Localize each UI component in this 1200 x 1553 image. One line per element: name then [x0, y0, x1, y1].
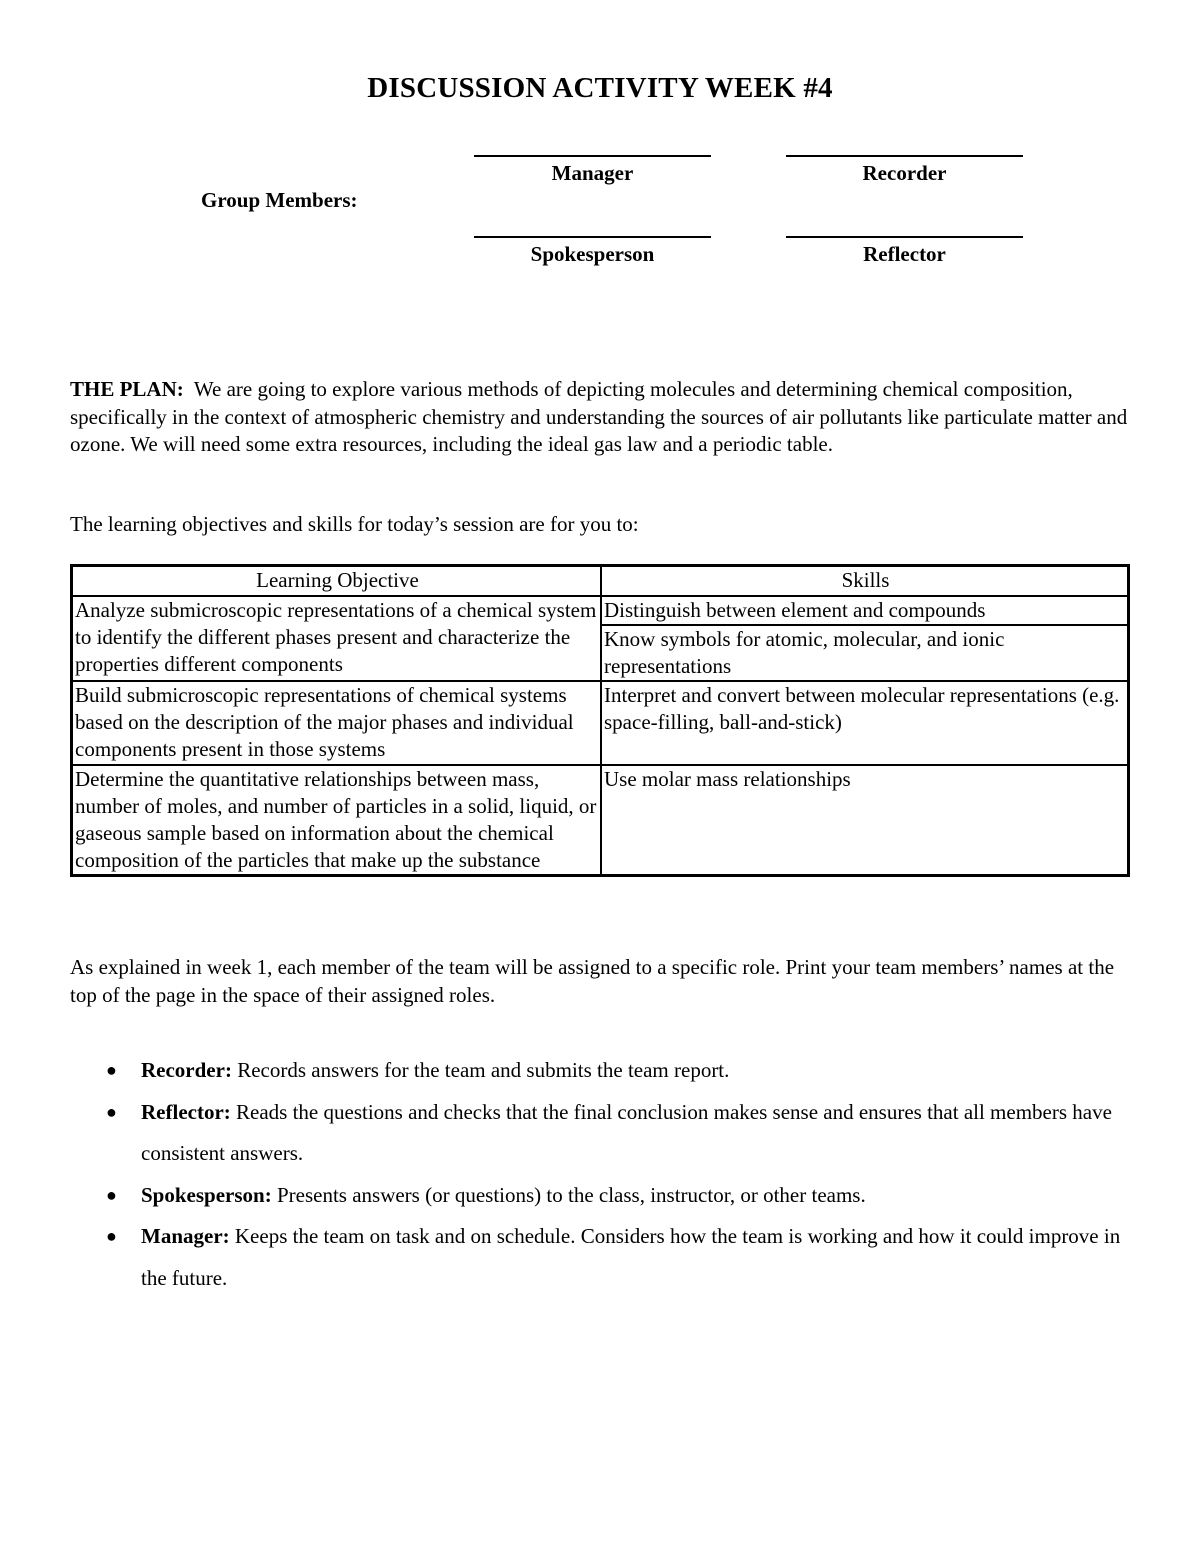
recorder-name-line [786, 155, 1023, 157]
role-label-manager: Manager [551, 161, 634, 185]
bullet-icon: ● [106, 1226, 117, 1246]
header-learning-objective: Learning Objective [72, 566, 602, 597]
role-name: Reflector: [141, 1099, 231, 1124]
skill-cell: Interpret and convert between molecular representations (e.g. space-filling, ball-and-stick) [601, 681, 1129, 765]
list-item [70, 1216, 1132, 1299]
role-name: Manager: [141, 1224, 230, 1248]
role-label-spokesperson: Spokesperson [530, 242, 655, 266]
role-label-recorder: Recorder [862, 161, 947, 185]
role-name: Spokesperson: [141, 1182, 272, 1207]
manager-name-line [474, 155, 711, 157]
objectives-table [70, 564, 1130, 877]
page-title: DISCUSSION ACTIVITY WEEK #4 [367, 72, 833, 104]
list-item [70, 1050, 1132, 1092]
plan-text: We are going to explore various methods of depicting molecules and determining chemical composition, specifically in the context of atmospheric chemistry and understanding the sources of air pollutants like particulate matter and ozone. We will need some extra resources, including the ideal gas law and a periodic table. [70, 377, 1128, 456]
header-skills: Skills [601, 566, 1129, 597]
table-row [72, 765, 1129, 876]
role-label-reflector: Reflector [863, 242, 946, 266]
bullet-icon: ● [106, 1101, 117, 1122]
table-row [72, 681, 1129, 765]
role-name: Recorder: [141, 1058, 232, 1082]
table-row [72, 596, 1129, 625]
group-members-label: Group Members: [201, 188, 358, 212]
plan-paragraph [70, 376, 1132, 459]
bullet-icon: ● [106, 1184, 117, 1205]
table-header-row [72, 566, 1129, 597]
skill-cell: Know symbols for atomic, molecular, and ionic representations [601, 625, 1129, 681]
objective-cell: Analyze submicroscopic representations of a chemical system to identify the different phases present and characterize the properties different components [72, 596, 602, 681]
role-text: Records answers for the team and submits the team report. [237, 1058, 730, 1082]
skill-cell: Distinguish between element and compounds [601, 596, 1129, 625]
plan-label: THE PLAN: [70, 377, 184, 401]
objective-cell: Determine the quantitative relationships between mass, number of moles, and number of particles in a solid, liquid, or gaseous sample based on information about the chemical composition of the particles that make up the substance [72, 765, 602, 876]
spokesperson-name-line [474, 236, 711, 238]
role-text: Presents answers (or questions) to the class, instructor, or other teams. [276, 1182, 866, 1207]
skill-cell: Use molar mass relationships [601, 765, 1129, 876]
explanation-paragraph: As explained in week 1, each member of the team will be assigned to a specific role. Print your team members’ names at the top of the page in the space of their assigned roles. [70, 955, 1115, 1007]
objective-cell: Build submicroscopic representations of chemical systems based on the description of the major phases and individual components present in those systems [72, 681, 602, 765]
reflector-name-line [786, 236, 1023, 238]
role-text: Keeps the team on task and on schedule. Considers how the team is working and how it could improve in the future. [141, 1224, 1121, 1290]
list-item [70, 1092, 1132, 1175]
role-descriptions-list [70, 1050, 1132, 1299]
objectives-intro: The learning objectives and skills for today’s session are for you to: [70, 512, 639, 536]
bullet-icon: ● [106, 1060, 117, 1080]
role-text: Reads the questions and checks that the final conclusion makes sense and ensures that all members have consistent answers. [141, 1099, 1112, 1165]
list-item [70, 1175, 1132, 1217]
